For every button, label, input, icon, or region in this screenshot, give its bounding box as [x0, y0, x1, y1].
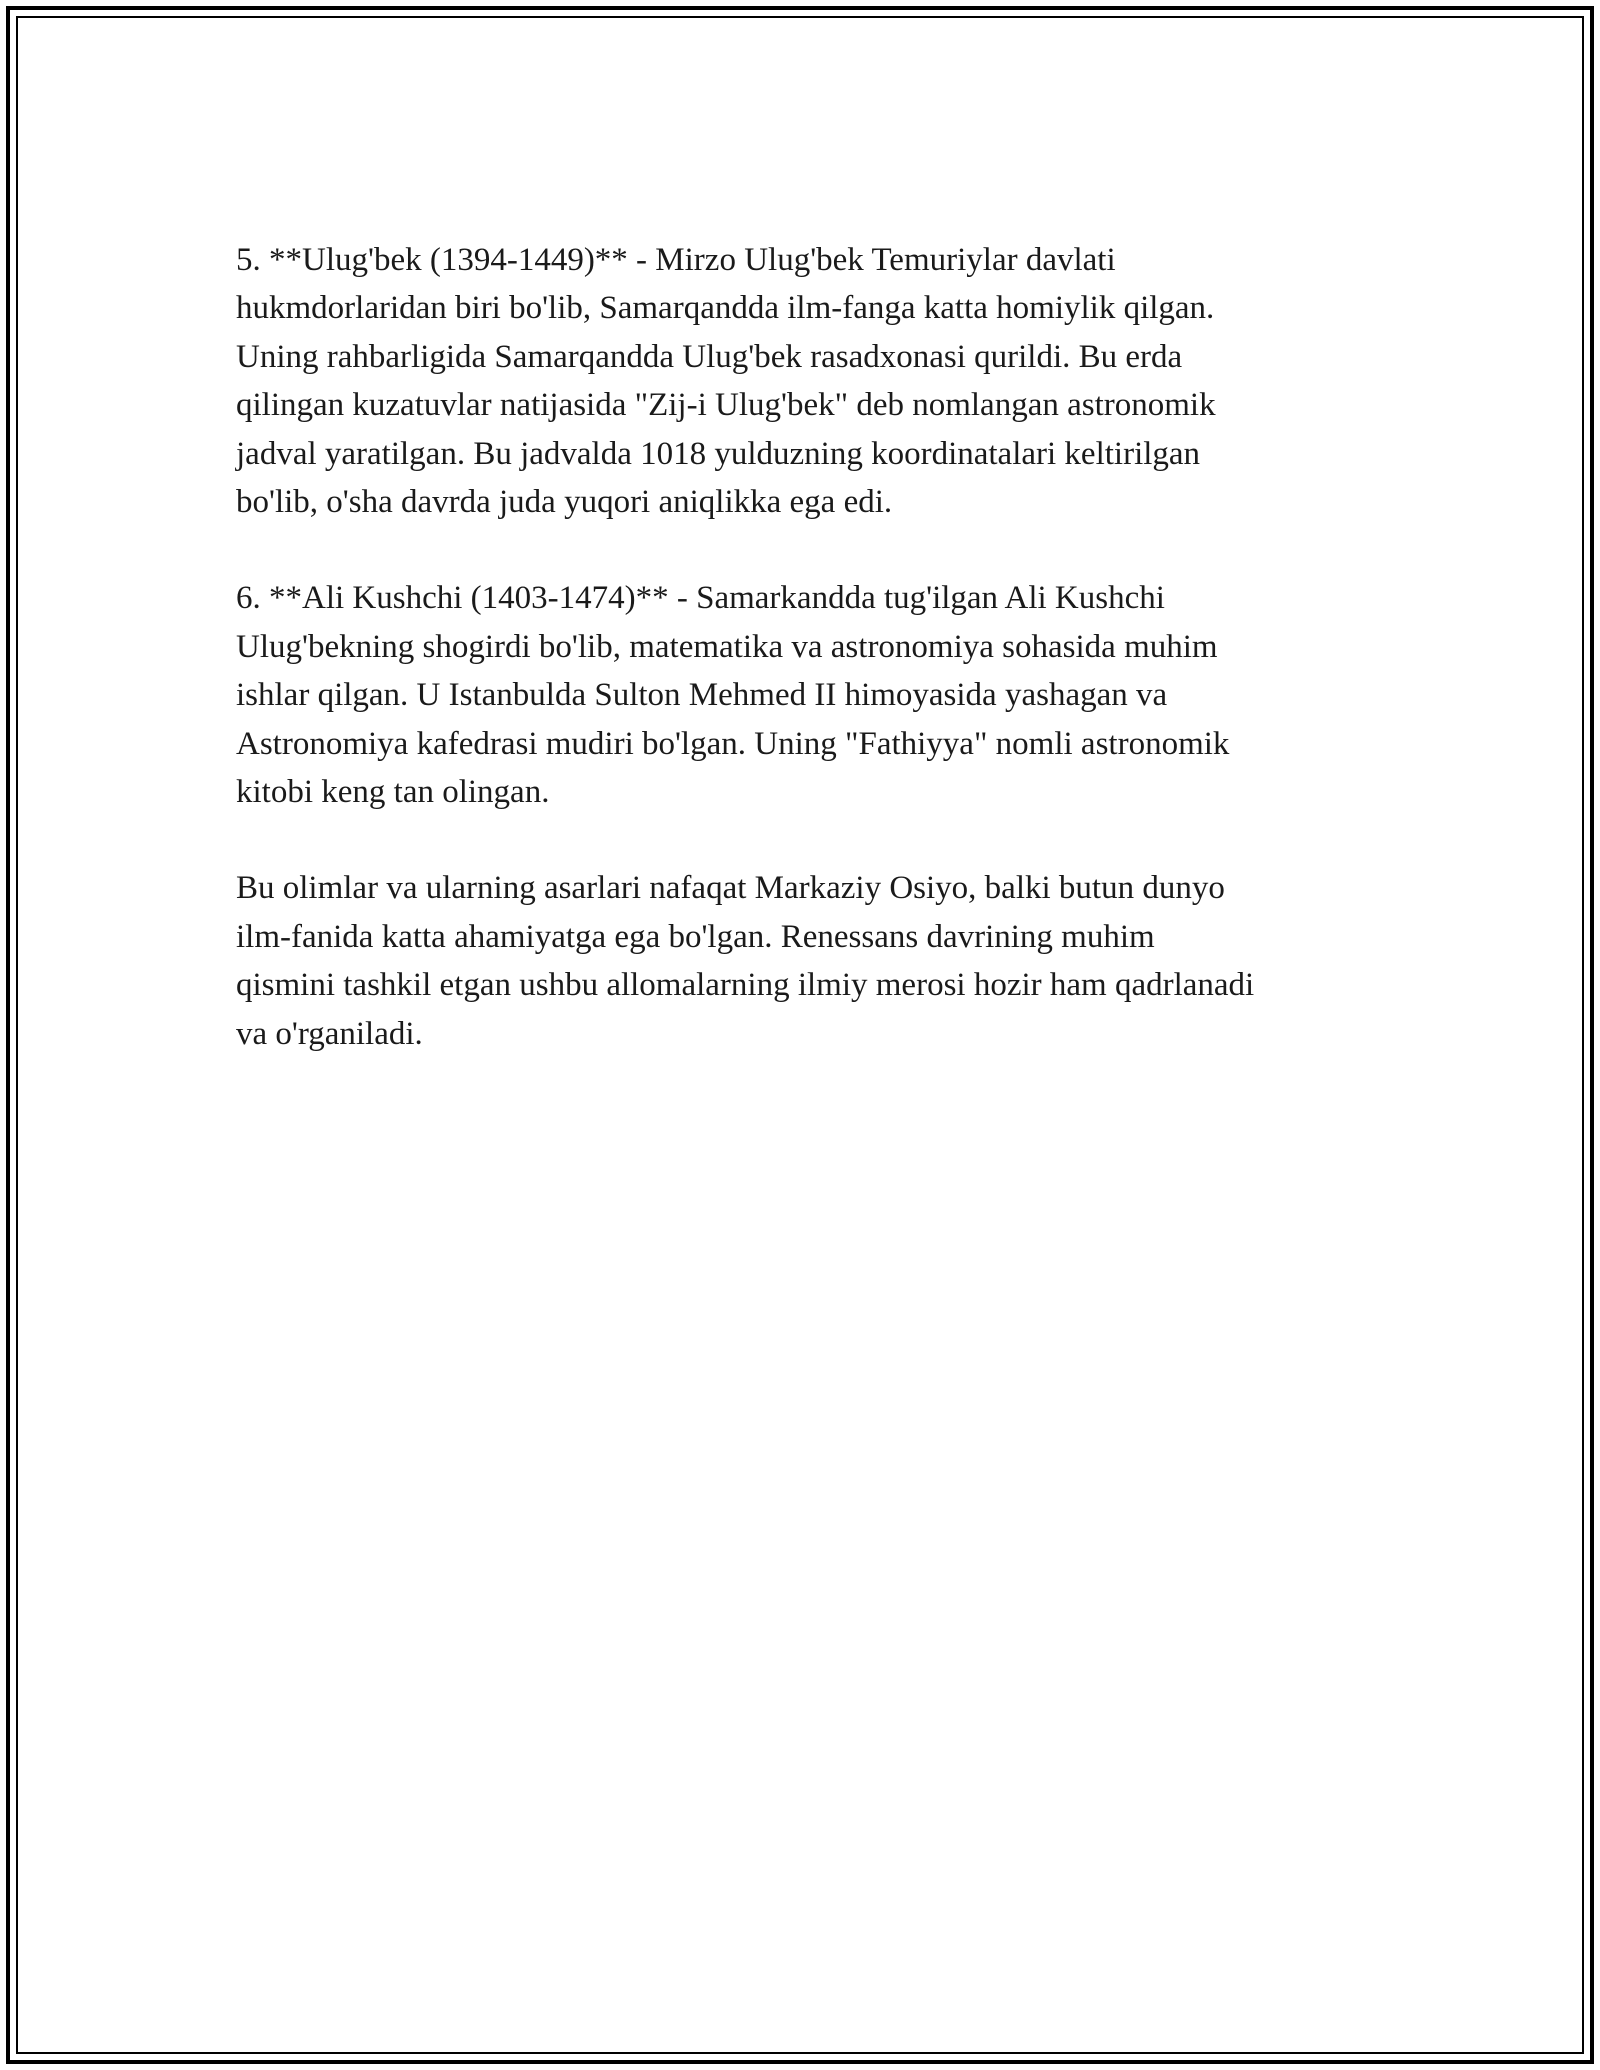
text-line: Uning rahbarligida Samarqandda Ulug'bek rasadxonasi qurildi. Bu erda: [236, 338, 1183, 375]
text-line: kitobi keng tan olingan.: [236, 774, 550, 811]
text-line: 5. **Ulug'bek (1394-1449)** - Mirzo Ulug'bek Temuriylar davlati: [236, 242, 1116, 278]
text-line: Bu olimlar va ularning asarlari nafaqat Markaziy Osiyo, balki butun dunyo: [236, 870, 1225, 907]
text-line: ishlar qilgan. U Istanbulda Sulton Mehmed II himoyasida yashagan va: [236, 677, 1168, 714]
text-line: Astronomiya kafedrasi mudiri bo'lgan. Uning "Fathiyya" nomli astronomik: [236, 725, 1230, 762]
text-line: jadval yaratilgan. Bu jadvalda 1018 yulduzning koordinatalari keltirilgan: [236, 435, 1201, 472]
text-line: qilingan kuzatuvlar natijasida "Zij-i Ulug'bek" deb nomlangan astronomik: [236, 387, 1216, 424]
text-line: qismini tashkil etgan ushbu allomalarning ilmiy merosi hozir ham qadrlanadi: [236, 967, 1255, 1004]
text-line: ilm-fanida katta ahamiyatga ega bo'lgan. Renessans davrining muhim: [236, 918, 1155, 955]
text-line: Ulug'bekning shogirdi bo'lib, matematika va astronomiya sohasida muhim: [236, 628, 1218, 665]
text-line: hukmdorlaridan biri bo'lib, Samarqandda ilm-fanga katta homiylik qilgan.: [236, 290, 1215, 327]
paragraph-ali-kushchi: [236, 574, 1386, 816]
paragraph-ulugbek: [236, 236, 1386, 526]
document-body: [236, 236, 1386, 1106]
text-line: bo'lib, o'sha davrda juda yuqori aniqlikka ega edi.: [236, 484, 893, 521]
text-line: 6. **Ali Kushchi (1403-1474)** - Samarkandda tug'ilgan Ali Kushchi: [236, 580, 1165, 617]
text-line: va o'rganiladi.: [236, 1015, 423, 1052]
paragraph-conclusion: [236, 864, 1386, 1058]
